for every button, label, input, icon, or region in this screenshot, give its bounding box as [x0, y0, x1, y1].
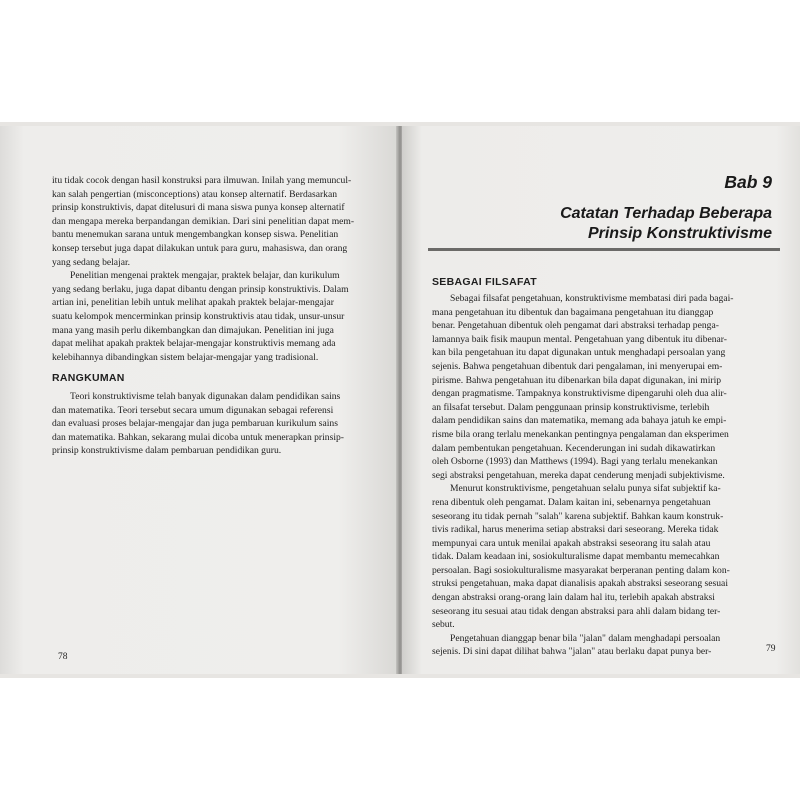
text-line: benar. Pengetahuan dibentuk oleh pengamat dari abstraksi terhadap penga- — [432, 320, 719, 332]
text-line: itu tidak cocok dengan hasil konstruksi para ilmuwan. Inilah yang memuncul- — [52, 175, 352, 186]
text-line: yang sedang berlaku, juga dapat dibantu dengan prinsip konstruktivis. Dalam — [52, 283, 349, 295]
text-line: pirisme. Bahwa pengetahuan itu dibenarkan bila dapat digunakan, ini mirip — [432, 374, 722, 386]
text-line: dalam pendidikan sains dan matematika, memang ada bahaya jatuh ke empi- — [432, 415, 727, 427]
text-line: dengan abstraksi orang-orang lain dalam hal itu, terlebih apakah abstraksi — [432, 592, 715, 604]
summary-heading: RANGKUMAN — [52, 372, 125, 384]
text-line: suatu kelompok mencerminkan prinsip konstruktivis atau tidak, unsur-unsur — [52, 310, 345, 322]
right-body — [432, 292, 776, 659]
left-page-number: 78 — [58, 652, 68, 662]
text-line: Sebagai filsafat pengetahuan, konstruktivisme membatasi diri pada bagai- — [450, 293, 734, 304]
text-line: prinsip konstruktivis, dapat ditelusuri di mana siswa punya konsep alternatif — [52, 202, 345, 214]
chapter-title-line: Prinsip Konstruktivisme — [587, 225, 772, 242]
section-heading: SEBAGAI FILSAFAT — [432, 276, 537, 288]
text-line: dan matematika. Bahkan, sekarang mulai dicoba untuk menerapkan prinsip- — [52, 431, 344, 443]
text-line: struksi pengetahuan, maka dapat dianalisis apakah abstraksi seseorang sesuai — [432, 578, 728, 590]
right-paragraph-3 — [432, 632, 776, 659]
text-line: dalam pembentukan pengetahuan. Kecenderungan ini sudah dikawatirkan — [432, 442, 716, 454]
text-line: persoalan. Bagi sosiokulturalisme masyarakat berperanan penting dalam kon- — [432, 564, 730, 576]
text-line: dan mengapa mereka berpandangan demikian. Dari sini penelitian dapat mem- — [52, 215, 355, 227]
text-line: kan bila pengetahuan itu dapat digunakan untuk menghadapi persoalan yang — [432, 347, 726, 359]
text-line: seseorang itu tidak pernah "salah" karena subjektif. Bahkan kaum konstruk- — [432, 510, 724, 522]
text-line: rena dibentuk oleh pengamat. Dalam kaitan ini, sebenarnya pengetahuan — [432, 496, 711, 508]
text-line: risme bila orang terlalu menekankan pentingnya pengalaman dan eksperimen — [432, 428, 729, 440]
text-line: kelebihannya dibandingkan sistem belajar-mengajar yang tradisional. — [52, 351, 319, 363]
left-page — [0, 126, 398, 674]
text-line: oleh Osborne (1993) dan Matthews (1994). Bagi yang terlalu menekankan — [432, 456, 718, 468]
text-line: mana yang masih perlu dikembangkan dan dimajukan. Penelitian ini juga — [52, 324, 334, 336]
text-line: kan salah pengertian (misconceptions) atau konsep alternatif. Berdasarkan — [52, 188, 338, 200]
summary-paragraph — [52, 390, 372, 458]
text-line: dengan pragmatisme. Tampaknya konstruktivisme dipengaruhi oleh dua alir- — [432, 388, 727, 400]
text-line: Menurut konstruktivisme, pengetahuan selalu punya sifat subjektif ka- — [450, 483, 721, 495]
text-line: segi abstraksi pengetahuan, mereka dapat cenderung menjadi subjektivisme. — [432, 469, 725, 481]
text-line: lamannya baik fisik maupun mental. Pengetahuan yang dibentuk itu dibenar- — [432, 333, 728, 345]
text-line: konsep tersebut juga dapat dilakukan untuk para guru, mahasiswa, dan orang — [52, 242, 348, 254]
text-line: sebut. — [432, 619, 455, 631]
text-line: yang sedang belajar. — [52, 256, 131, 268]
text-line: an filsafat tersebut. Dalam penggunaan prinsip konstruktivisme, terlebih — [432, 401, 710, 413]
summary-body — [52, 390, 372, 458]
text-line: dan evaluasi proses belajar-mengajar dan juga pembaruan kurikulum sains — [52, 418, 338, 430]
text-line: dan matematika. Teori tersebut secara umum digunakan sebagai referensi — [52, 404, 334, 416]
chapter-title-line: Catatan Terhadap Beberapa — [560, 205, 772, 222]
right-paragraph-2 — [432, 482, 776, 632]
chapter-label: Bab 9 — [724, 172, 772, 192]
text-line: mana pengetahuan itu dibentuk dan bagaimana pengetahuan itu dianggap — [432, 306, 714, 318]
title-divider — [428, 248, 780, 251]
text-line: artian ini, penelitian lebih untuk melihat apakah praktek belajar-mengajar — [52, 297, 334, 309]
right-page-number: 79 — [766, 644, 776, 654]
left-paragraph-2 — [52, 269, 372, 364]
text-line: Teori konstruktivisme telah banyak digunakan dalam pendidikan sains — [70, 391, 341, 402]
text-line: Pengetahuan dianggap benar bila "jalan" dalam menghadapi persoalan — [450, 632, 721, 644]
text-line: sejenis. Di sini dapat dilihat bahwa "jalan" atau berlaku dapat punya ber- — [432, 646, 712, 658]
chapter-title — [560, 204, 772, 244]
text-line: tivis radikal, harus menerima setiap abstraksi dari seseorang. Mereka tidak — [432, 524, 719, 536]
text-line: dapat melihat apakah praktek belajar-mengajar konstruktivis memang ada — [52, 338, 336, 350]
text-line: mempunyai cara untuk menilai apakah abstraksi seseorang itu salah atau — [432, 537, 711, 549]
text-line: seseorang itu sesuai atau tidak dengan abstraksi para ahli dalam bidang ter- — [432, 605, 721, 617]
left-body — [52, 174, 372, 364]
text-line: bantu menemukan sarana untuk mengembangkan konsep siswa. Penelitian — [52, 229, 339, 241]
right-paragraph-1 — [432, 292, 776, 482]
text-line: prinsip konstruktivisme dalam pembaruan pendidikan guru. — [52, 445, 282, 457]
right-page — [402, 126, 800, 674]
left-paragraph-1 — [52, 174, 372, 269]
text-line: Penelitian mengenai praktek mengajar, praktek belajar, dan kurikulum — [70, 270, 340, 282]
text-line: sejenis. Bahwa pengetahuan dibentuk dari pengalaman, ini menyerupai em- — [432, 360, 723, 372]
text-line: tidak. Dalam keadaan ini, sosiokulturalisme dapat membantu memecahkan — [432, 551, 720, 563]
